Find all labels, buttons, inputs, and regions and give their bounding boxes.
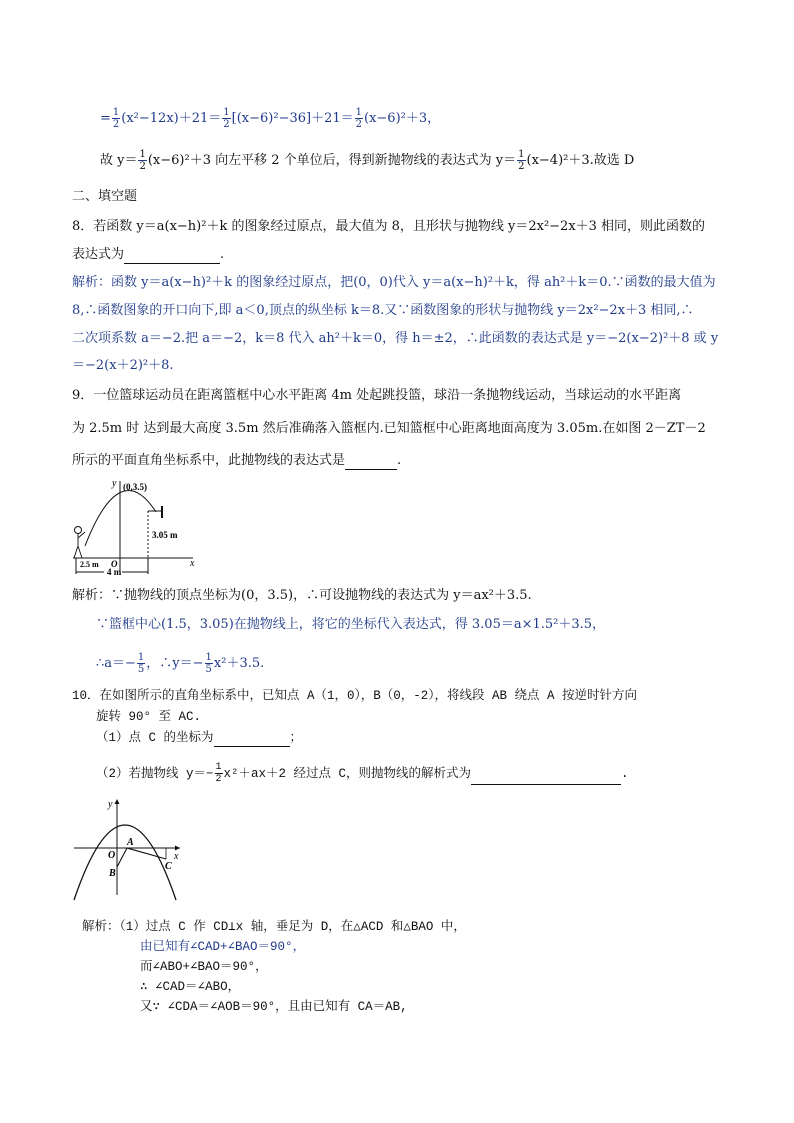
q10-line-3: （1）点 C 的坐标为 ； — [96, 731, 303, 745]
player-head-icon — [75, 527, 82, 534]
q10-solution-2: 由已知有∠CAD+∠BAO＝90°， — [140, 940, 306, 954]
section-heading: 二、填空题 — [72, 189, 138, 204]
y-axis-label: y — [108, 799, 113, 810]
q8-solution-2: 8,∴函数图象的开口向下,即 a＜0,顶点的纵坐标 k＝8.又∵函数图象的形状与抛物线 y＝2x²−2x＋3 相同,∴ — [72, 303, 694, 318]
q8-solution-1: 解析：函数 y＝a(x−h)²＋k 的图象经过原点，把(0，0)代入 y＝a(x−h)²＋k，得 ah²＋k＝0.∵函数的最大值为 — [72, 275, 716, 290]
q10-line-4: （2）若抛物线 y＝− $\frac{1}{2}$ x²＋ax＋2 经过点 C，则抛物线的解析式为 . — [96, 762, 629, 785]
point-c-label: C — [165, 861, 172, 872]
q10-solution-5: 又∵ ∠CDA＝∠AOB＝90°，且由已知有 CA＝AB, — [140, 1000, 408, 1014]
q8-line-1: 8．若函数 y＝a(x−h)²＋k 的图象经过原点，最大值为 8，且形状与抛物线 y＝2x²−2x＋3 相同，则此函数的 — [72, 219, 706, 234]
player-body-icon — [74, 532, 85, 558]
q8-line-2: 表达式为 . — [72, 247, 225, 262]
fraction: $\frac{1}{5}$ — [137, 652, 145, 675]
fraction: $\frac{1}{2}$ — [223, 107, 230, 130]
vertex-label: (0,3.5) — [123, 482, 147, 492]
answer-blank[interactable] — [345, 456, 397, 470]
x-axis-label: x — [174, 851, 179, 862]
line-2: 故 y＝ $\frac{1}{2}$ (x−6)²＋3 向左平移 2 个单位后，得到新抛物线的表达式为 y＝ $\frac{1}{2}$ (x−4)²＋3.故选 D — [100, 149, 635, 172]
hoop-icon — [161, 506, 163, 518]
q10-line-1: 10．在如图所示的直角坐标系中，已知点 A（1，0），B（0，-2），将线段 AB 绕点 A 按逆时针方向 — [72, 689, 638, 703]
point-a-label: A — [127, 837, 134, 848]
q9-solution-2: ∵篮框中心(1.5，3.05)在抛物线上，将它的坐标代入表达式，得 3.05＝a×1.5²＋3.5， — [96, 617, 606, 632]
parabola-curve — [74, 825, 176, 900]
q9-solution-3: ∴a＝− $\frac{1}{5}$ ，∴y＝− $\frac{1}{5}$ x²＋3.5. — [96, 652, 265, 675]
origin-label: O — [111, 559, 118, 569]
q8-solution-4: ＝−2(x＋2)²＋8. — [72, 358, 174, 373]
point-o-label: O — [108, 850, 116, 861]
left-dim-label: 2.5 m — [80, 560, 99, 569]
fraction: $\frac{1}{2}$ — [139, 149, 146, 172]
q9-solution-1: 解析：∵抛物线的顶点坐标为(0，3.5)，∴可设抛物线的表达式为 y＝ax²＋3.5. — [72, 588, 532, 603]
q9-line-2: 为 2.5m 时 达到最大高度 3.5m 然后准确落入篮框内.已知篮框中心距离地面高度为 3.05m.在如图 2－ZT－2 — [72, 421, 706, 436]
q9-line-3: 所示的平面直角坐标系中，此抛物线的表达式是 . — [72, 453, 402, 468]
q10-solution-3: 而∠ABO+∠BAO＝90°， — [140, 960, 268, 974]
answer-blank[interactable] — [214, 733, 290, 747]
q10-solution-4: ∴ ∠CAD＝∠ABO， — [140, 980, 241, 994]
answer-blank[interactable] — [471, 771, 621, 785]
point-b-label: B — [109, 868, 116, 879]
q8-solution-3: 二次项系数 a＝−2.把 a＝−2，k＝8 代入 ah²＋k＝0，得 h＝±2，∴此函数的表达式是 y＝−2(x−2)²＋8 或 y — [72, 331, 719, 346]
q9-line-1: 9．一位篮球运动员在距离篮框中心水平距离 4m 处起跳投篮，球沿一条抛物线运动，当球运动的水平距离 — [72, 388, 682, 403]
coordinate-figure — [70, 795, 195, 905]
basketball-figure — [68, 476, 208, 586]
fraction: $\frac{1}{5}$ — [205, 652, 212, 675]
fraction: $\frac{1}{2}$ — [355, 107, 363, 130]
fraction: $\frac{1}{2}$ — [215, 762, 222, 785]
answer-blank[interactable] — [124, 250, 220, 264]
q10-solution-1: 解析：（1）过点 C 作 CD⊥x 轴，垂足为 D，在△ACD 和△BAO 中， — [82, 920, 466, 934]
q10-line-2: 旋转 90° 至 AC. — [96, 710, 202, 724]
fraction: $\frac{1}{2}$ — [112, 107, 120, 130]
x-axis-label: x — [190, 558, 195, 569]
line-1: = $\frac{1}{2}$ (x²−12x)＋21＝ $\frac{1}{2}$ [(x−6)²−36]＋21＝ $\frac{1}{2}$ (x−6)²＋3， — [100, 107, 441, 130]
width-dim-label: 4 m — [107, 567, 122, 577]
y-axis-label: y — [112, 478, 117, 489]
fraction: $\frac{1}{2}$ — [518, 149, 525, 172]
height-label: 3.05 m — [152, 530, 178, 540]
